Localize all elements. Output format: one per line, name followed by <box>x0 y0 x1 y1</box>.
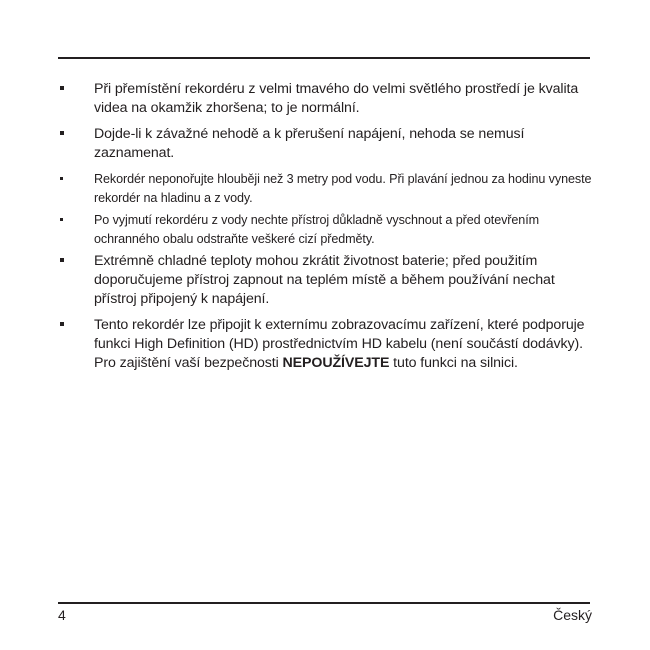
list-item-text: Rekordér neponořujte hlouběji než 3 metry pod vodu. Při plavání jednou za hodinu vyneste rekordér na hladinu a z vody. <box>94 172 592 205</box>
list-item-text: Po vyjmutí rekordéru z vody nechte přístroj důkladně vyschnout a před otevřením ochranného obalu odstraňte veškeré cizí předměty. <box>94 213 540 246</box>
footer-language: Český <box>553 607 592 623</box>
list-item-text-start: Tento rekordér lze připojit k externímu zobrazovacímu zařízení, které podporuje funkci High Definition (HD) prostřednictvím HD kabelu (není součástí dodávky). Pro zajištění vaší bezpečnosti <box>94 317 585 371</box>
list-item-text-end: tuto funkci na silnici. <box>389 355 518 371</box>
list-item-text: Dojde-li k závažné nehodě a k přerušení napájení, nehoda se nemusí zaznamenat. <box>94 126 525 161</box>
list-item <box>58 252 593 309</box>
bullet-icon <box>60 177 63 180</box>
bullet-list <box>58 80 593 380</box>
top-rule <box>58 57 590 59</box>
warning-emphasis: NEPOUŽÍVEJTE <box>282 355 390 371</box>
list-item <box>58 170 593 208</box>
list-item-text: Extrémně chladné teploty mohou zkrátit životnost baterie; před použitím doporučujeme přístroj zapnout na teplém místě a během používání nechat přístroj připojený k napájení. <box>94 253 555 307</box>
bullet-icon <box>60 218 63 221</box>
list-item <box>58 211 593 249</box>
list-item <box>58 80 593 118</box>
list-item-text: Při přemístění rekordéru z velmi tmavého do velmi světlého prostředí je kvalita videa na okamžik zhoršena; to je normální. <box>94 81 579 116</box>
bullet-icon <box>60 322 64 326</box>
page-number: 4 <box>58 607 66 623</box>
bullet-icon <box>60 258 64 262</box>
list-item-text <box>94 317 584 371</box>
bullet-icon <box>60 86 64 90</box>
bottom-rule <box>58 602 590 604</box>
list-item <box>58 125 593 163</box>
list-item <box>58 316 593 373</box>
bullet-icon <box>60 131 64 135</box>
